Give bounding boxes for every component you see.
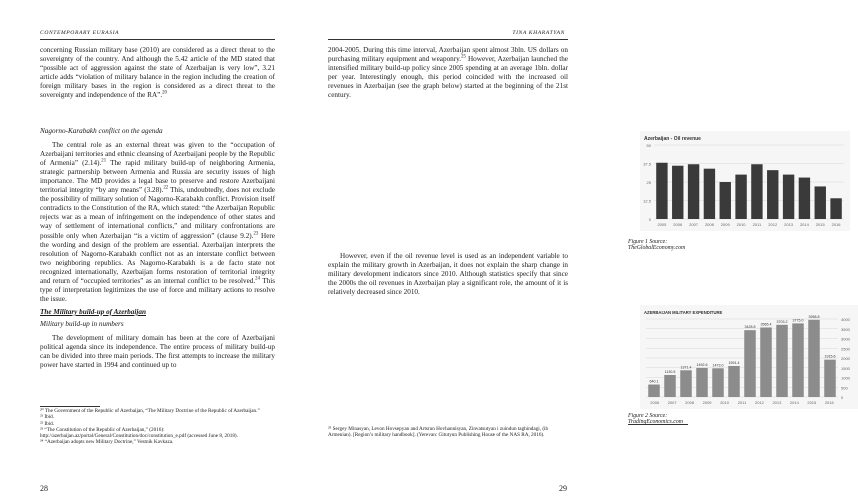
chart-bar bbox=[688, 164, 699, 219]
chart-bar bbox=[728, 366, 740, 397]
x-tick-label: 2009 bbox=[720, 222, 730, 227]
header-rule-right bbox=[328, 39, 568, 40]
y-tick-label: 2500 bbox=[841, 346, 850, 352]
footnote: ²² Ibid. bbox=[40, 420, 55, 427]
right-text-mid bbox=[328, 252, 568, 297]
footnote-rule-left bbox=[40, 406, 100, 407]
data-label: 1492.6 bbox=[696, 362, 708, 367]
data-label: 3428.8 bbox=[744, 325, 756, 330]
x-tick-label: 2015 bbox=[807, 400, 817, 405]
x-tick-label: 2007 bbox=[667, 400, 677, 405]
footnote: ²⁴ “Azerbaijan adopts new Military Doctrine,” Vestnik Kavkaza. bbox=[40, 439, 174, 446]
chart-bar bbox=[696, 368, 708, 397]
chart-bar bbox=[776, 325, 788, 397]
x-tick-label: 2007 bbox=[689, 222, 699, 227]
data-label: 3958.8 bbox=[808, 314, 820, 319]
y-tick-label: 12.5 bbox=[643, 198, 651, 204]
x-tick-label: 2013 bbox=[784, 222, 794, 227]
y-tick-label: 500 bbox=[841, 385, 848, 391]
chart-bar bbox=[830, 198, 841, 219]
chart-bar bbox=[760, 327, 772, 397]
chart-bar bbox=[783, 175, 794, 219]
footnote: ²¹ Ibid. bbox=[40, 414, 55, 421]
left-text-top bbox=[40, 46, 275, 100]
y-tick-label: 37.5 bbox=[643, 161, 651, 167]
footnote-25: ²⁵ Sergey Minasyan, Levon Hovsepyan and Artsrun Hovhannisyan, Zinvatsutyan i zuindun taghindagi, (ib Armenian). [Region’s military handbook]. (Yerevan: Gitutyun Publishing House of the NAS RA, 2016). bbox=[328, 426, 549, 439]
y-tick-label: 25 bbox=[646, 180, 651, 185]
subheading-numbers: Military build-up in numbers bbox=[40, 320, 124, 329]
paragraph-right-mid: However, even if the oil revenue level is used as an independent variable to explain the military growth in Azerbaijan, it does not explain the sharp change in military development indicators since 2010. Although statistics specify that since the 2000s the oil revenues in Azerbaijan play a significant role, the amount of it is relatively decreased since 2010. bbox=[328, 252, 568, 297]
chart-bar bbox=[799, 178, 810, 219]
chart-bar bbox=[735, 175, 746, 219]
left-page bbox=[0, 0, 300, 499]
section-heading-nk: Nagorno-Karabakh conflict on the agenda bbox=[40, 127, 163, 135]
chart-bar bbox=[648, 385, 660, 397]
x-tick-label: 2005 bbox=[657, 222, 667, 227]
y-tick-label: 2000 bbox=[841, 356, 850, 361]
chart-bar bbox=[712, 368, 724, 397]
x-tick-label: 2010 bbox=[720, 400, 729, 405]
x-tick-label: 2011 bbox=[737, 400, 747, 405]
x-tick-label: 2008 bbox=[685, 400, 695, 405]
paragraph-right-top: 2004-2005. During this time interval, Azerbaijan spent almost 3bln. US dollars on purchasing military equipment and weaponry.$^{25}$ However, Azerbaijan launched the intensified military build-up policy since 2005 spending at an average 1bln. dollar per year. Interestingly enough, this period coincided with the increased oil revenues in Azerbaijan (see the graph below) started at the beginning of the 21st century. bbox=[328, 46, 568, 100]
footnote: ²⁰ The Government of the Republic of Azerbaijan, “The Military Doctrine of the Republic of Azerbaijan.” bbox=[40, 408, 260, 414]
x-tick-label: 2015 bbox=[815, 222, 825, 227]
oil-revenue-chart bbox=[640, 131, 850, 231]
chart-bar bbox=[744, 330, 756, 397]
left-text-nk bbox=[40, 127, 275, 304]
data-label: 1591.4 bbox=[728, 360, 740, 365]
page-number-left: 28 bbox=[40, 484, 48, 493]
x-tick-label: 2012 bbox=[755, 400, 764, 405]
chart-bar bbox=[704, 169, 715, 219]
footnote: ²³ “The Constitution of the Republic of Azerbaijan,” (2016): http://azerbaijan.az/portal/General/Constitution/doc/constitution_e.pdf (accessed June 8, 2018). bbox=[40, 426, 238, 440]
data-label: 640.1 bbox=[649, 379, 659, 384]
data-label: 3565.4 bbox=[760, 322, 772, 327]
chart-bar bbox=[815, 186, 826, 219]
x-tick-label: 2006 bbox=[650, 400, 660, 405]
y-tick-label: 1500 bbox=[841, 365, 850, 371]
data-label: 3703.2 bbox=[776, 319, 788, 324]
chart-bar bbox=[767, 170, 778, 219]
x-tick-label: 2008 bbox=[704, 222, 714, 227]
x-tick-label: 2009 bbox=[702, 400, 712, 405]
chart-bar bbox=[672, 166, 683, 219]
military-expenditure-chart bbox=[640, 305, 858, 409]
figure-1-caption: Figure 1 Source: TheGlobalEconomy.com bbox=[628, 239, 686, 251]
y-tick-label: 0 bbox=[648, 217, 651, 222]
y-tick-label: 3000 bbox=[841, 336, 850, 342]
x-tick-label: 2016 bbox=[831, 222, 841, 227]
page-number-right: 29 bbox=[559, 484, 567, 493]
paragraph-buildup: The development of military domain has been at the core of Azerbaijani political agenda since its independence. The entire process of military build-up can be divided into three main periods. The first attempts to increase the military power have started in 1994 and continued up to bbox=[40, 334, 275, 370]
x-tick-label: 2006 bbox=[673, 222, 683, 227]
x-tick-label: 2013 bbox=[772, 400, 782, 405]
x-tick-label: 2010 bbox=[736, 222, 746, 227]
data-label: 1473.0 bbox=[712, 363, 724, 368]
figure-2-caption: Figure 2 Source: TradingEconomics.com bbox=[628, 413, 683, 425]
y-tick-label: 3500 bbox=[841, 326, 850, 332]
footnote-rule-right bbox=[628, 424, 688, 425]
x-tick-label: 2014 bbox=[799, 222, 809, 227]
data-label: 1915.6 bbox=[824, 354, 836, 359]
chart-title: Azerbaijan - Oil revenue bbox=[644, 136, 701, 142]
y-tick-label: 50 bbox=[646, 143, 651, 148]
chart-title: AZERBAIJAN MILITARY EXPENDITURE bbox=[644, 310, 723, 315]
paragraph-nk: The central role as an external threat was given to the “occupation of Azerbaijani territories and ethnic cleansing of Azerbaijani people by the Republic of Armenia” (2.14).$^{21}$ The rapid military build-up of neighboring Armenia, strategic partnership between Armenia and Russia are security issues of high importance. The MD provides a legal base to preserve and restore Azerbaijani territorial integrity “by any means” (3.28).$^{22}$ This, undoubtedly, does not exclude the possibility of military solution of Nagorno-Karabakh conflict. Provision itself contradicts to the Constitution of the RA, which stated: “the Azerbaijan Republic rejects war as a mean of infringement on the independence of other states and way of settlement of international conflicts,” and military confrontations are possible only when Azerbaijan “is a victim of aggression” (clause 9.2).$^{23}$ Here the wording and design of the problem are essential. Azerbaijan interprets the resolution of Nagorno-Karabakh conflict not as an interstate conflict between two neighboring republics. As Nagorno-Karabakh is a de facto state not recognized internationally, Azerbaijan forms restoration of territorial integrity and return of “occupied territories” as an internal conflict to be resolved.$^{24}$ This type of interpretation legitimizes the use of force and military actions to resolve the issue. bbox=[40, 141, 275, 303]
right-page bbox=[300, 0, 850, 499]
paragraph-intro: concerning Russian military base (2010) are considered as a direct threat to the sovereignty of the country. And although the 5.42 article of the MD stated that “possible act of aggression against the state of Azerbaijan is very low”, 3.21 article adds “violation of military balance in the region including the creation of foreign military bases in the region is considered as a direct threat to the sovereignty and independence of the RA”.$^{20}$ bbox=[40, 46, 275, 100]
data-label: 1371.4 bbox=[680, 365, 692, 370]
data-label: 3775.0 bbox=[792, 318, 804, 323]
chart-bar bbox=[792, 323, 804, 397]
chart-bar bbox=[751, 164, 762, 219]
data-label: 1130.5 bbox=[664, 369, 676, 374]
chart-bar bbox=[824, 360, 836, 397]
y-tick-label: 1000 bbox=[841, 375, 850, 381]
right-text-top bbox=[328, 46, 568, 100]
running-head-right: TINA KHARATYAN bbox=[512, 30, 565, 36]
x-tick-label: 2011 bbox=[752, 222, 762, 227]
x-tick-label: 2012 bbox=[768, 222, 778, 227]
running-head-left: CONTEMPORARY EURASIA bbox=[40, 30, 120, 36]
chart-bar bbox=[680, 370, 692, 397]
header-rule-left bbox=[40, 39, 275, 40]
y-tick-label: 4000 bbox=[841, 317, 850, 322]
chart-bar bbox=[656, 163, 667, 219]
left-text-buildup bbox=[40, 308, 275, 370]
section-heading-buildup: The Military build-up of Azerbaijan bbox=[40, 308, 146, 316]
chart-bar bbox=[720, 182, 731, 219]
footnotes-left bbox=[40, 408, 275, 446]
y-tick-label: 0 bbox=[841, 395, 844, 400]
chart-bar bbox=[808, 320, 820, 397]
x-tick-label: 2014 bbox=[789, 400, 799, 405]
chart-bar bbox=[664, 375, 676, 397]
x-tick-label: 2016 bbox=[824, 400, 834, 405]
